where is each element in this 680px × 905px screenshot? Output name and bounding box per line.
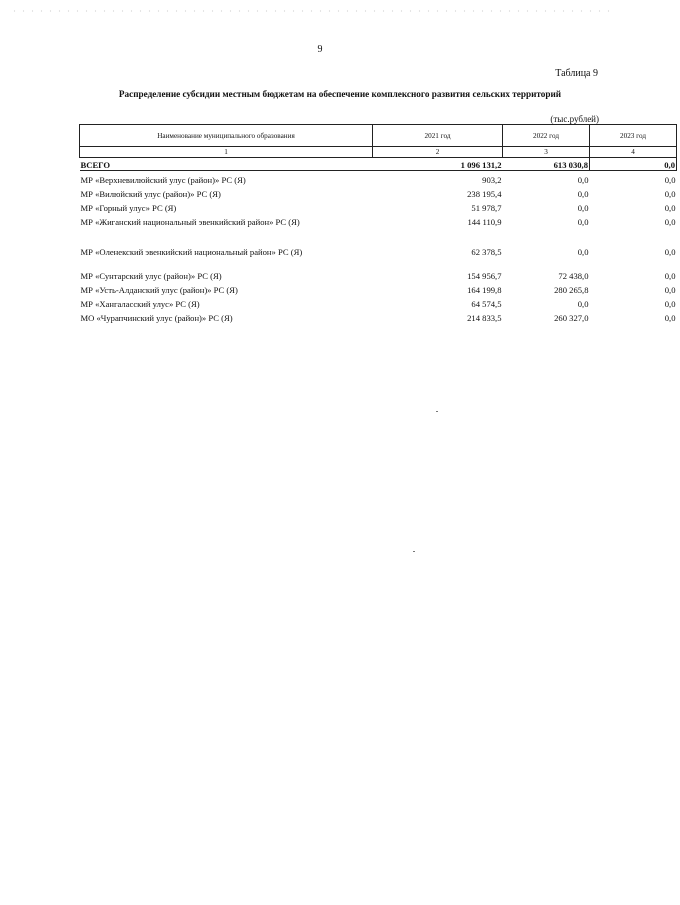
value-2022: 0,0 bbox=[577, 175, 589, 185]
column-number: 1 bbox=[80, 147, 373, 158]
value-2021: 62 378,5 bbox=[471, 247, 502, 257]
value-2023: 0,0 bbox=[664, 217, 676, 227]
table-row bbox=[80, 295, 677, 309]
header-municipality: Наименование муниципального образования bbox=[80, 125, 373, 147]
table-row bbox=[80, 185, 677, 199]
document-title: Распределение субсидии местным бюджетам на обеспечение комплексного развития сельских территорий bbox=[118, 89, 562, 99]
value-2022: 280 265,8 bbox=[554, 285, 589, 295]
column-number: 4 bbox=[590, 147, 677, 158]
municipality-name: МР «Горный улус» РС (Я) bbox=[80, 203, 177, 213]
value-2021: 164 199,8 bbox=[467, 285, 502, 295]
table-row bbox=[80, 257, 677, 281]
value-2023: 0,0 bbox=[664, 313, 676, 323]
value-2023: 0,0 bbox=[664, 285, 676, 295]
table-row bbox=[80, 309, 677, 323]
value-2023: 0,0 bbox=[664, 175, 676, 185]
page-number: 9 bbox=[317, 44, 323, 55]
municipality-name: МР «Верхневилюйский улус (район)» РС (Я) bbox=[80, 175, 246, 185]
value-2021: 51 978,7 bbox=[471, 203, 502, 213]
header-2021: 2021 год bbox=[373, 125, 503, 147]
value-2023: 0,0 bbox=[664, 189, 676, 199]
value-2023: 0,0 bbox=[664, 299, 676, 309]
scan-speck bbox=[413, 551, 415, 552]
table-label: Таблица 9 bbox=[555, 68, 598, 79]
value-2023: 0,0 bbox=[664, 203, 676, 213]
units-label: (тыс.рублей) bbox=[550, 114, 599, 124]
value-2021: 144 110,9 bbox=[467, 217, 502, 227]
scan-speck bbox=[436, 411, 438, 412]
value-2021: 238 195,4 bbox=[467, 189, 502, 199]
total-2021: 1 096 131,2 bbox=[373, 158, 503, 171]
table-row bbox=[80, 199, 677, 213]
value-2022: 0,0 bbox=[577, 299, 589, 309]
header-2022: 2022 год bbox=[503, 125, 590, 147]
value-2023: 0,0 bbox=[664, 247, 676, 257]
table-row bbox=[80, 213, 677, 227]
value-2022: 0,0 bbox=[577, 189, 589, 199]
municipality-name: МР «Усть-Алданский улус (район)» РС (Я) bbox=[80, 285, 238, 295]
total-2023: 0,0 bbox=[590, 158, 677, 171]
table-row bbox=[80, 171, 677, 186]
value-2021: 64 574,5 bbox=[471, 299, 502, 309]
value-2022: 0,0 bbox=[577, 217, 589, 227]
municipality-name: МР «Жиганский национальный эвенкийский район» РС (Я) bbox=[80, 217, 300, 227]
header-2023: 2023 год bbox=[590, 125, 677, 147]
value-2023: 0,0 bbox=[664, 271, 676, 281]
total-row bbox=[80, 158, 677, 171]
column-number-row bbox=[80, 147, 677, 158]
value-2022: 0,0 bbox=[577, 247, 589, 257]
column-number: 3 bbox=[503, 147, 590, 158]
column-number: 2 bbox=[373, 147, 503, 158]
municipality-name: МР «Оленекский эвенкийский национальный район» РС (Я) bbox=[80, 247, 303, 257]
value-2021: 903,2 bbox=[482, 175, 502, 185]
value-2022: 72 438,0 bbox=[558, 271, 589, 281]
table-row bbox=[80, 281, 677, 295]
total-2022: 613 030,8 bbox=[503, 158, 590, 171]
scan-noise bbox=[10, 8, 610, 14]
subsidy-table bbox=[79, 124, 677, 323]
municipality-name: МР «Вилюйский улус (район)» РС (Я) bbox=[80, 189, 221, 199]
value-2021: 154 956,7 bbox=[467, 271, 502, 281]
value-2022: 0,0 bbox=[577, 203, 589, 213]
total-label: ВСЕГО bbox=[80, 158, 373, 171]
municipality-name: МО «Чурапчинский улус (район)» РС (Я) bbox=[80, 313, 233, 323]
municipality-name: МР «Хангаласский улус» РС (Я) bbox=[80, 299, 200, 309]
table-header-row bbox=[80, 125, 677, 147]
value-2021: 214 833,5 bbox=[467, 313, 502, 323]
municipality-name: МР «Сунтарский улус (район)» РС (Я) bbox=[80, 271, 222, 281]
value-2022: 260 327,0 bbox=[554, 313, 589, 323]
table-row bbox=[80, 227, 677, 257]
